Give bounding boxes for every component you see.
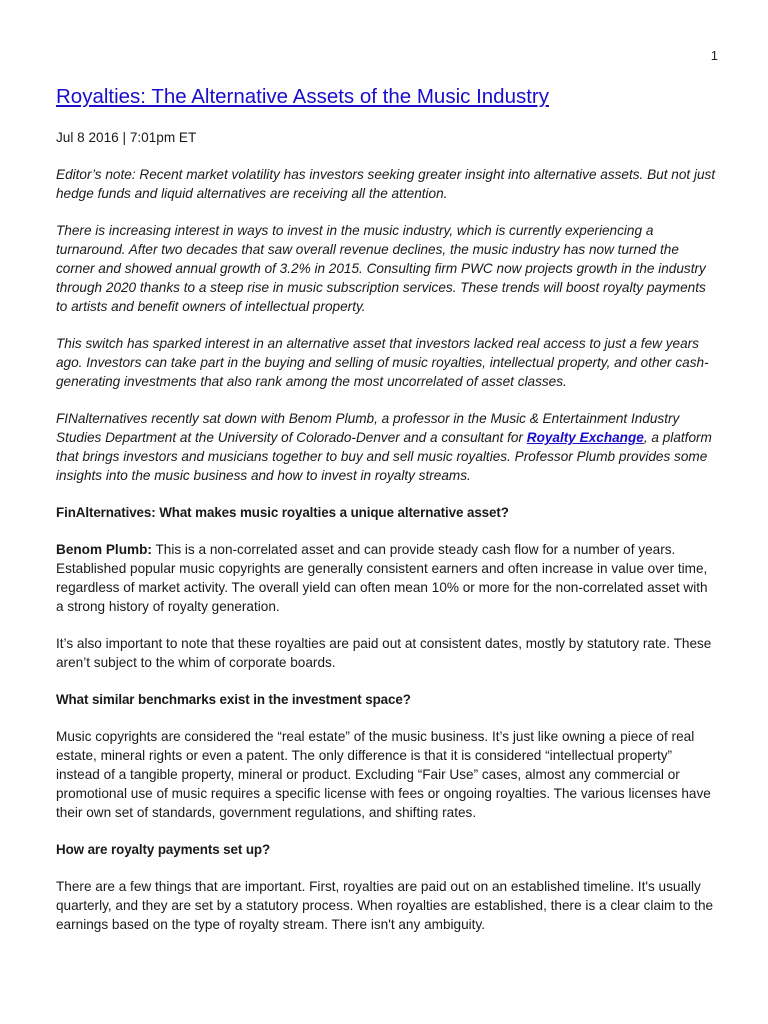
article-dateline: Jul 8 2016 | 7:01pm ET xyxy=(56,130,197,145)
answer-3: There are a few things that are important. First, royalties are paid out on an established timeline. It's usually quarterly, and they are set by a statutory process. When royalties are established, there is a clear claim to the earnings based on the type of royalty stream. There isn't any ambiguity. xyxy=(56,879,714,932)
editors-note: Editor’s note: Recent market volatility has investors seeking greater insight into alternative assets. But not just hedge funds and liquid alternatives are receiving all the attention. xyxy=(56,167,716,201)
intro-paragraph-3-after: , a platform that brings investors and musicians together to buy and sell music royalties. Professor Plumb provides some insights into the music business and how to invest in royalty streams. xyxy=(56,430,712,483)
speaker-name: Benom Plumb: xyxy=(56,542,152,557)
answer-1-continued: It’s also important to note that these royalties are paid out at consistent dates, mostly by statutory rate. These aren’t subject to the whim of corporate boards. xyxy=(56,636,712,670)
answer-1 xyxy=(56,540,718,616)
answer-2: Music copyrights are considered the “real estate” of the music business. It’s just like owning a piece of real estate, mineral rights or even a patent. The only difference is that it is considered “intellectual property” instead of a tangible property, mineral or product. Excluding “Fair Use” cases, almost any commercial or promotional use of music requires a specific license with fees or ongoing royalties. The various licenses have their own set of standards, government regulations, and shifting rates. xyxy=(56,729,711,820)
intro-paragraph-3 xyxy=(56,409,718,485)
intro-paragraph-2: This switch has sparked interest in an alternative asset that investors lacked real access to just a few years ago. Investors can take part in the buying and selling of music royalties, intellectual property, and other cash-generating investments that also rank among the most uncorrelated of asset classes. xyxy=(56,336,709,389)
intro-paragraph-1: There is increasing interest in ways to invest in the music industry, which is currently experiencing a turnaround. After two decades that saw overall revenue declines, the music industry has now turned the corner and showed annual growth of 3.2% in 2015. Consulting firm PWC now projects growth in the industry through 2020 thanks to a steep rise in music subscription services. These trends will boost royalty payments to artists and benefit owners of intellectual property. xyxy=(56,223,706,314)
answer-1-text: This is a non-correlated asset and can provide steady cash flow for a number of years. Established popular music copyrights are generally consistent earners and often increase in value over time, regardless of market activity. The overall yield can often mean 10% or more for the non-correlated asset with a strong history of royalty generation. xyxy=(56,542,708,614)
article-title-link[interactable]: Royalties: The Alternative Assets of the Music Industry xyxy=(56,85,549,108)
question-2: What similar benchmarks exist in the investment space? xyxy=(56,692,411,707)
intro-paragraph-3-before: FINalternatives recently sat down with Benom Plumb, a professor in the Music & Entertainment Industry Studies Department at the University of Colorado-Denver and a consultant for xyxy=(56,411,680,445)
question-1: FinAlternatives: What makes music royalties a unique alternative asset? xyxy=(56,505,509,520)
page-number: 1 xyxy=(710,48,718,63)
article-body xyxy=(56,83,718,952)
royalty-exchange-link[interactable]: Royalty Exchange xyxy=(526,430,644,445)
article-title xyxy=(56,83,718,111)
question-3: How are royalty payments set up? xyxy=(56,842,271,857)
